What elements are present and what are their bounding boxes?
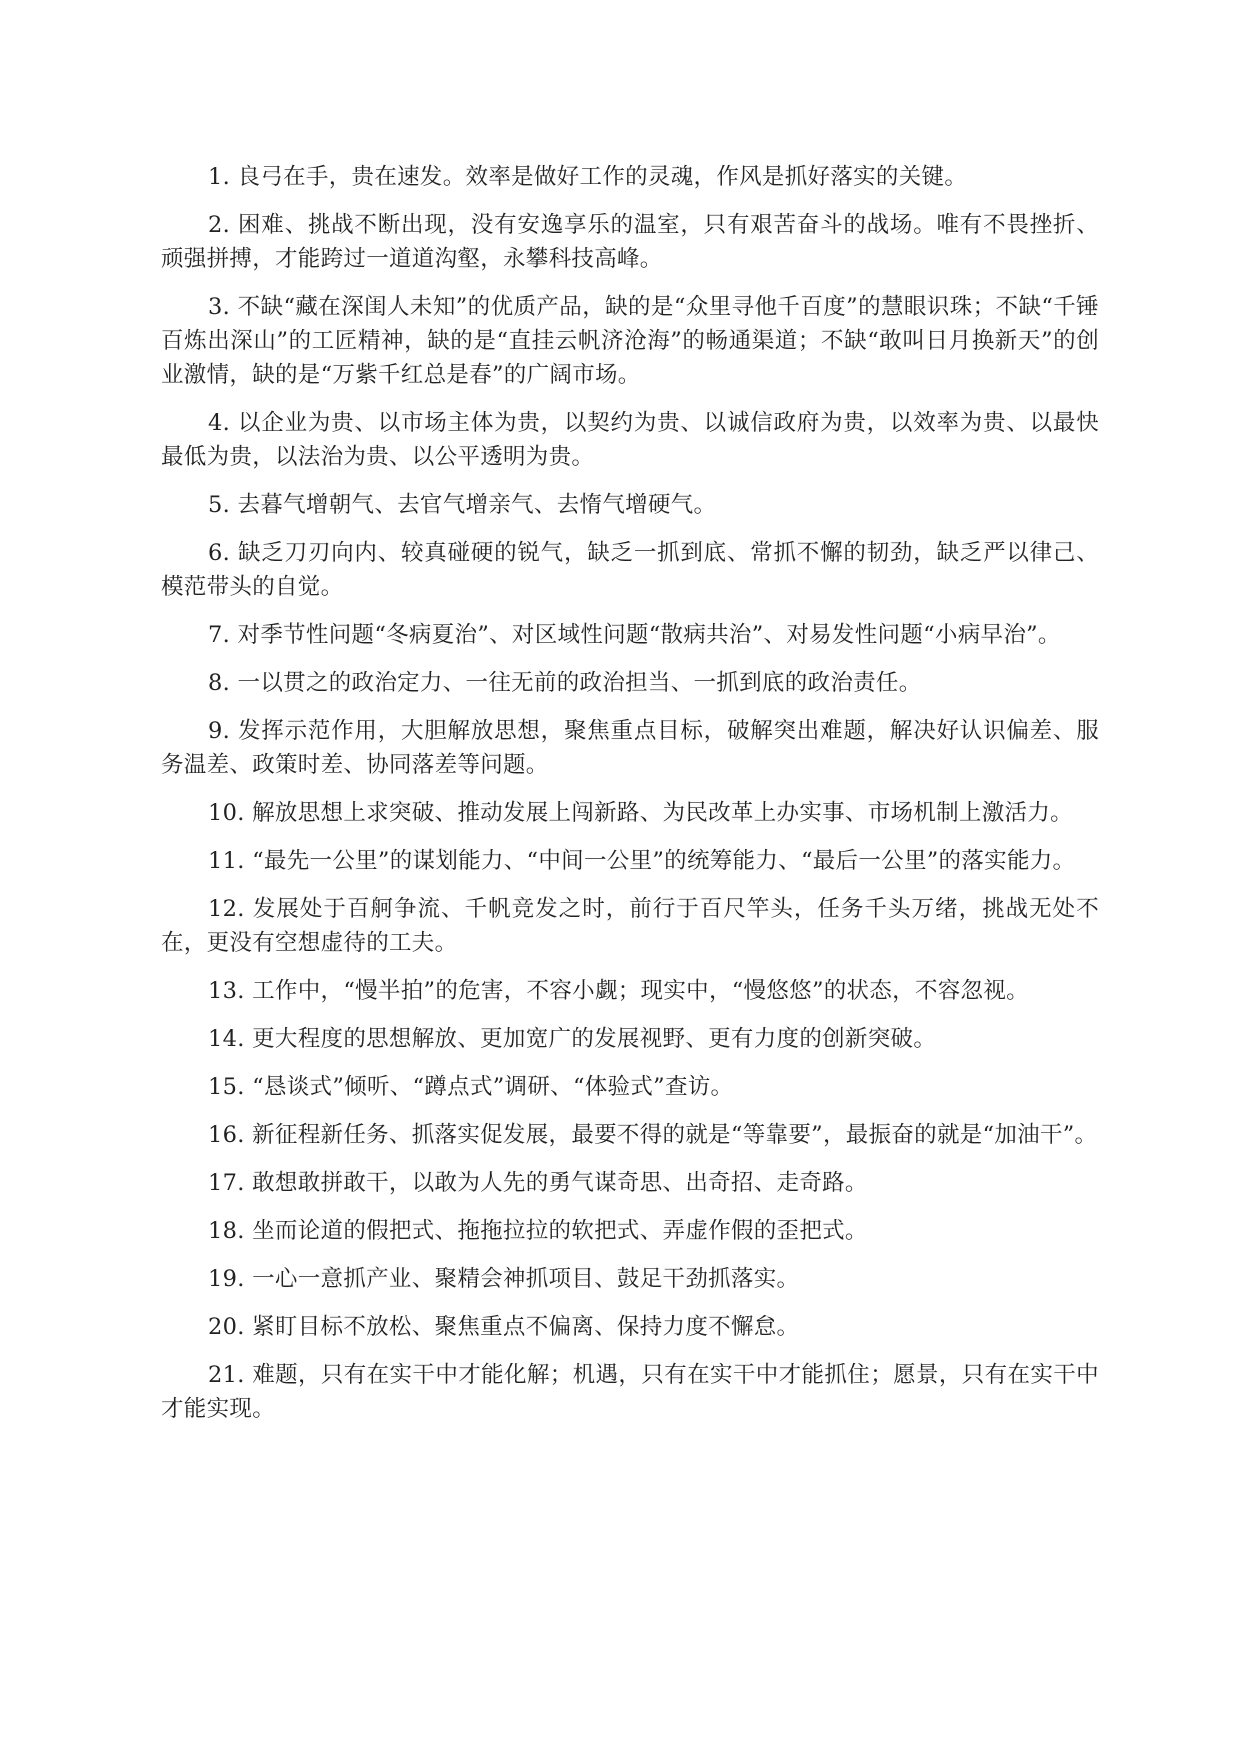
document-body: [161, 160, 1099, 1440]
paragraph-10: 10. 解放思想上求突破、推动发展上闯新路、为民改革上办实事、市场机制上激活力。: [208, 800, 1073, 826]
paragraph-14: 14. 更大程度的思想解放、更加宽广的发展视野、更有力度的创新突破。: [208, 1026, 937, 1052]
paragraph-11: 11. “最先一公里”的谋划能力、“中间一公里”的统筹能力、“最后一公里”的落实能力。: [208, 848, 1076, 874]
paragraph-15: 15. “恳谈式”倾听、“蹲点式”调研、“体验式”查访。: [208, 1074, 734, 1100]
paragraph-2: 2. 困难、挑战不断出现，没有安逸享乐的温室，只有艰苦奋斗的战场。唯有不畏挫折、顽强拼搏，才能跨过一道道沟壑，永攀科技高峰。: [161, 212, 1099, 272]
paragraph-21: 21. 难题，只有在实干中才能化解；机遇，只有在实干中才能抓住；愿景，只有在实干中才能实现。: [161, 1362, 1099, 1422]
paragraph-19: 19. 一心一意抓产业、聚精会神抓项目、鼓足干劲抓落实。: [208, 1266, 800, 1292]
paragraph-18: 18. 坐而论道的假把式、拖拖拉拉的软把式、弄虚作假的歪把式。: [208, 1218, 868, 1244]
paragraph-4: 4. 以企业为贵、以市场主体为贵，以契约为贵、以诚信政府为贵，以效率为贵、以最快最低为贵，以法治为贵、以公平透明为贵。: [161, 410, 1099, 470]
paragraph-20: 20. 紧盯目标不放松、聚焦重点不偏离、保持力度不懈怠。: [208, 1314, 800, 1340]
paragraph-7: 7. 对季节性问题“冬病夏治”、对区域性问题“散病共治”、对易发性问题“小病早治”。: [208, 622, 1061, 648]
paragraph-9: 9. 发挥示范作用，大胆解放思想，聚焦重点目标，破解突出难题，解决好认识偏差、服务温差、政策时差、协同落差等问题。: [161, 718, 1099, 778]
paragraph-8: 8. 一以贯之的政治定力、一往无前的政治担当、一抓到底的政治责任。: [208, 670, 922, 696]
paragraph-6: 6. 缺乏刀刃向内、较真碰硬的锐气，缺乏一抓到底、常抓不懈的韧劲，缺乏严以律己、模范带头的自觉。: [161, 540, 1099, 600]
paragraph-16: 16. 新征程新任务、抓落实促发展，最要不得的就是“等靠要”，最振奋的就是“加油干”。: [208, 1122, 1098, 1148]
paragraph-13: 13. 工作中，“慢半拍”的危害，不容小觑；现实中，“慢悠悠”的状态，不容忽视。: [208, 978, 1029, 1004]
paragraph-17: 17. 敢想敢拼敢干，以敢为人先的勇气谋奇思、出奇招、走奇路。: [208, 1170, 868, 1196]
paragraph-3: 3. 不缺“藏在深闺人未知”的优质产品，缺的是“众里寻他千百度”的慧眼识珠；不缺“千锤百炼出深山”的工匠精神，缺的是“直挂云帆济沧海”的畅通渠道；不缺“敢叫日月换新天”的创业激情，缺的是“万紫千红总是春”的广阔市场。: [161, 294, 1099, 388]
paragraph-1: 1. 良弓在手，贵在速发。效率是做好工作的灵魂，作风是抓好落实的关键。: [208, 164, 968, 190]
paragraph-5: 5. 去暮气增朝气、去官气增亲气、去惰气增硬气。: [208, 492, 717, 518]
paragraph-12: 12. 发展处于百舸争流、千帆竞发之时，前行于百尺竿头，任务千头万绪，挑战无处不在，更没有空想虚待的工夫。: [161, 896, 1099, 956]
